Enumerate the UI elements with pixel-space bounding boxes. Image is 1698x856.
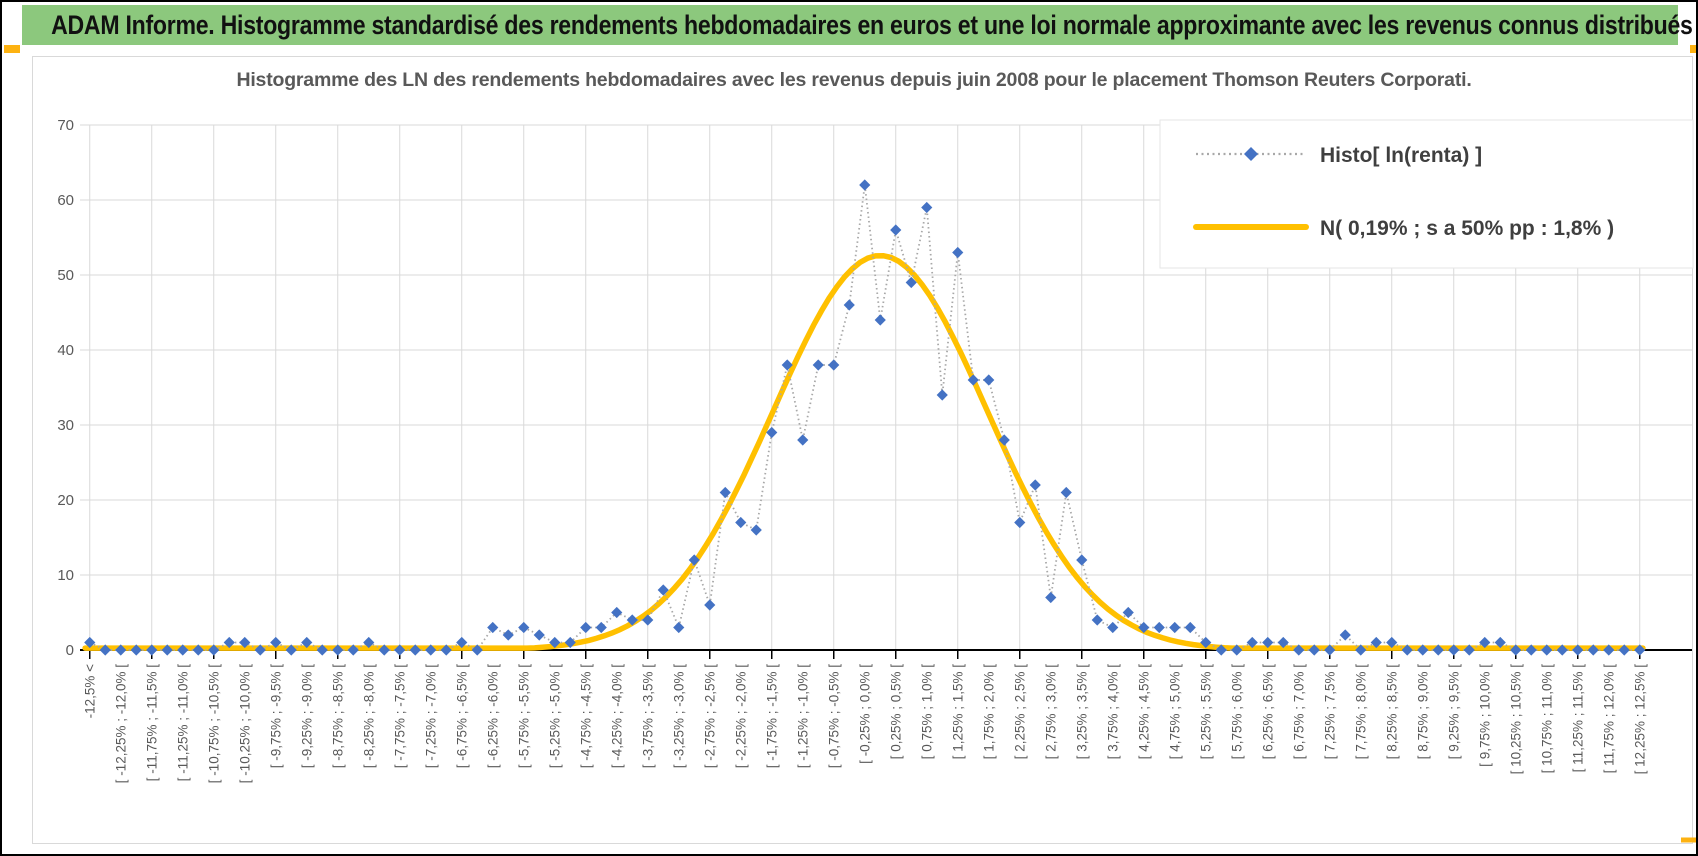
data-point-diamond xyxy=(518,622,529,633)
histogram-chart xyxy=(2,2,1698,856)
x-axis-label: [ 9,25% ; 9,5% [ xyxy=(1446,664,1462,760)
legend-box xyxy=(1160,120,1693,268)
x-axis-label: [ 3,25% ; 3,5% [ xyxy=(1074,664,1090,760)
x-axis-label: [ 5,25% ; 5,5% [ xyxy=(1198,664,1214,760)
data-point-diamond xyxy=(952,247,963,258)
data-point-diamond xyxy=(890,224,901,235)
x-axis-label: [ 2,25% ; 2,5% [ xyxy=(1012,664,1028,760)
x-axis-label: [ 4,25% ; 4,5% [ xyxy=(1136,664,1152,760)
normal-curve-series xyxy=(85,256,1643,648)
x-axis-label: [ -2,25% ; -2,0% [ xyxy=(733,664,749,769)
x-axis-label: [ 2,75% ; 3,0% [ xyxy=(1043,664,1059,760)
y-axis-tick-label: 20 xyxy=(57,492,74,509)
data-point-diamond xyxy=(503,629,514,640)
x-axis-label: [ -5,25% ; -5,0% [ xyxy=(547,664,563,769)
x-axis-label: [ 1,75% ; 2,0% [ xyxy=(981,664,997,760)
x-axis-label: [ -4,75% ; -4,5% [ xyxy=(578,664,594,769)
data-point-diamond xyxy=(844,299,855,310)
data-point-diamond xyxy=(1185,622,1196,633)
x-axis-label: [ 7,75% ; 8,0% [ xyxy=(1353,664,1369,760)
y-axis-tick-label: 10 xyxy=(57,567,74,584)
x-axis-label: [ -9,25% ; -9,0% [ xyxy=(299,664,315,769)
x-axis-label: [ -0,75% ; -0,5% [ xyxy=(826,664,842,769)
x-axis-label: [ -10,25% ; -10,0% [ xyxy=(237,664,253,784)
data-point-diamond xyxy=(797,434,808,445)
data-point-diamond xyxy=(611,607,622,618)
x-axis-label: [ 4,75% ; 5,0% [ xyxy=(1167,664,1183,760)
y-axis-tick-label: 50 xyxy=(57,267,74,284)
data-point-diamond xyxy=(487,622,498,633)
data-point-diamond xyxy=(720,487,731,498)
data-point-diamond xyxy=(1092,614,1103,625)
x-axis-label: [ -12,25% ; -12,0% [ xyxy=(113,664,129,784)
x-axis-label: [ -11,25% ; -11,0% [ xyxy=(175,664,191,782)
data-point-diamond xyxy=(921,202,932,213)
data-point-diamond xyxy=(534,629,545,640)
x-axis-label: [ 8,75% ; 9,0% [ xyxy=(1415,664,1431,760)
legend-label-histo[interactable]: Histo[ ln(renta) ] xyxy=(1320,144,1483,167)
x-axis-label: [ -11,75% ; -11,5% [ xyxy=(144,664,160,782)
x-axis-label: [ -3,75% ; -3,5% [ xyxy=(640,664,656,769)
x-axis-label: [ 6,75% ; 7,0% [ xyxy=(1291,664,1307,760)
y-axis-tick-label: 70 xyxy=(57,117,74,134)
data-point-diamond xyxy=(1045,592,1056,603)
x-axis-label: [ 9,75% ; 10,0% [ xyxy=(1477,664,1493,767)
data-point-diamond xyxy=(673,622,684,633)
x-axis-label: [ -8,25% ; -8,0% [ xyxy=(361,664,377,769)
legend-label-normal[interactable]: N( 0,19% ; s a 50% pp : 1,8% ) xyxy=(1320,217,1615,240)
x-axis-label: [ -7,75% ; -7,5% [ xyxy=(392,664,408,769)
data-point-diamond xyxy=(751,524,762,535)
x-axis-label: [ -1,25% ; -1,0% [ xyxy=(795,664,811,769)
x-axis-label: [ -6,25% ; -6,0% [ xyxy=(485,664,501,769)
data-point-diamond xyxy=(813,359,824,370)
x-axis-label: [ 12,25% ; 12,5% [ xyxy=(1632,664,1648,775)
x-axis-label: [ 5,75% ; 6,0% [ xyxy=(1229,664,1245,760)
data-point-diamond xyxy=(1154,622,1165,633)
x-axis-label: [ -8,75% ; -8,5% [ xyxy=(330,664,346,769)
x-axis-label: [ -9,75% ; -9,5% [ xyxy=(268,664,284,769)
data-point-diamond xyxy=(875,314,886,325)
x-axis-label: [ -5,75% ; -5,5% [ xyxy=(516,664,532,769)
x-axis-label: [ 3,75% ; 4,0% [ xyxy=(1105,664,1121,760)
x-axis-label: [ 0,25% ; 0,5% [ xyxy=(888,664,904,760)
x-axis-label: [ 10,25% ; 10,5% [ xyxy=(1508,664,1524,775)
x-axis-label: [ -7,25% ; -7,0% [ xyxy=(423,664,439,769)
data-point-diamond xyxy=(580,622,591,633)
resize-corner-handle[interactable] xyxy=(1657,802,1698,854)
data-point-diamond xyxy=(937,389,948,400)
x-axis-label: [ 6,25% ; 6,5% [ xyxy=(1260,664,1276,760)
data-point-diamond xyxy=(1107,622,1118,633)
x-axis-label: -12,5% < xyxy=(82,664,98,719)
chart-title: Histogramme des LN des rendements hebdomadaires avec les revenus depuis juin 2008 pour le placement Thomson Reuters Corporati. xyxy=(236,69,1472,91)
x-axis-label: [ 11,75% ; 12,0% [ xyxy=(1601,664,1617,774)
x-axis-label: [ -2,75% ; -2,5% [ xyxy=(702,664,718,769)
data-point-diamond xyxy=(1076,554,1087,565)
x-axis-label: [ -1,75% ; -1,5% [ xyxy=(764,664,780,769)
data-point-diamond xyxy=(1169,622,1180,633)
data-point-diamond xyxy=(704,599,715,610)
x-axis-label: [ -10,75% ; -10,5% [ xyxy=(206,664,222,784)
x-axis-label: [ 0,75% ; 1,0% [ xyxy=(919,664,935,760)
data-point-diamond xyxy=(1030,479,1041,490)
data-point-diamond xyxy=(735,517,746,528)
x-axis-label: [ -3,25% ; -3,0% [ xyxy=(671,664,687,769)
x-axis-label: [ -6,75% ; -6,5% [ xyxy=(454,664,470,769)
x-axis-label: [ 1,25% ; 1,5% [ xyxy=(950,664,966,760)
x-axis-label: [ 8,25% ; 8,5% [ xyxy=(1384,664,1400,760)
x-axis-label: [ -4,25% ; -4,0% [ xyxy=(609,664,625,769)
data-point-diamond xyxy=(828,359,839,370)
y-axis-tick-label: 40 xyxy=(57,342,74,359)
data-point-diamond xyxy=(983,374,994,385)
y-axis-tick-label: 0 xyxy=(65,642,74,659)
data-point-diamond xyxy=(1014,517,1025,528)
x-axis-label: [ 7,25% ; 7,5% [ xyxy=(1322,664,1338,760)
x-axis-label: [ 11,25% ; 11,5% [ xyxy=(1570,664,1586,773)
x-axis-label: [ -0,25% ; 0,0% [ xyxy=(857,664,873,764)
y-axis-tick-label: 60 xyxy=(57,192,74,209)
data-point-diamond xyxy=(1340,629,1351,640)
y-axis-tick-label: 30 xyxy=(57,417,74,434)
page-title: ADAM Informe. Histogramme standardisé des rendements hebdomadaires en euros et une loi normale approximante avec les revenus connus distribués xyxy=(51,9,1693,40)
data-point-diamond xyxy=(859,179,870,190)
data-point-diamond xyxy=(1061,487,1072,498)
data-point-diamond xyxy=(596,622,607,633)
x-axis-label: [ 10,75% ; 11,0% [ xyxy=(1539,664,1555,774)
